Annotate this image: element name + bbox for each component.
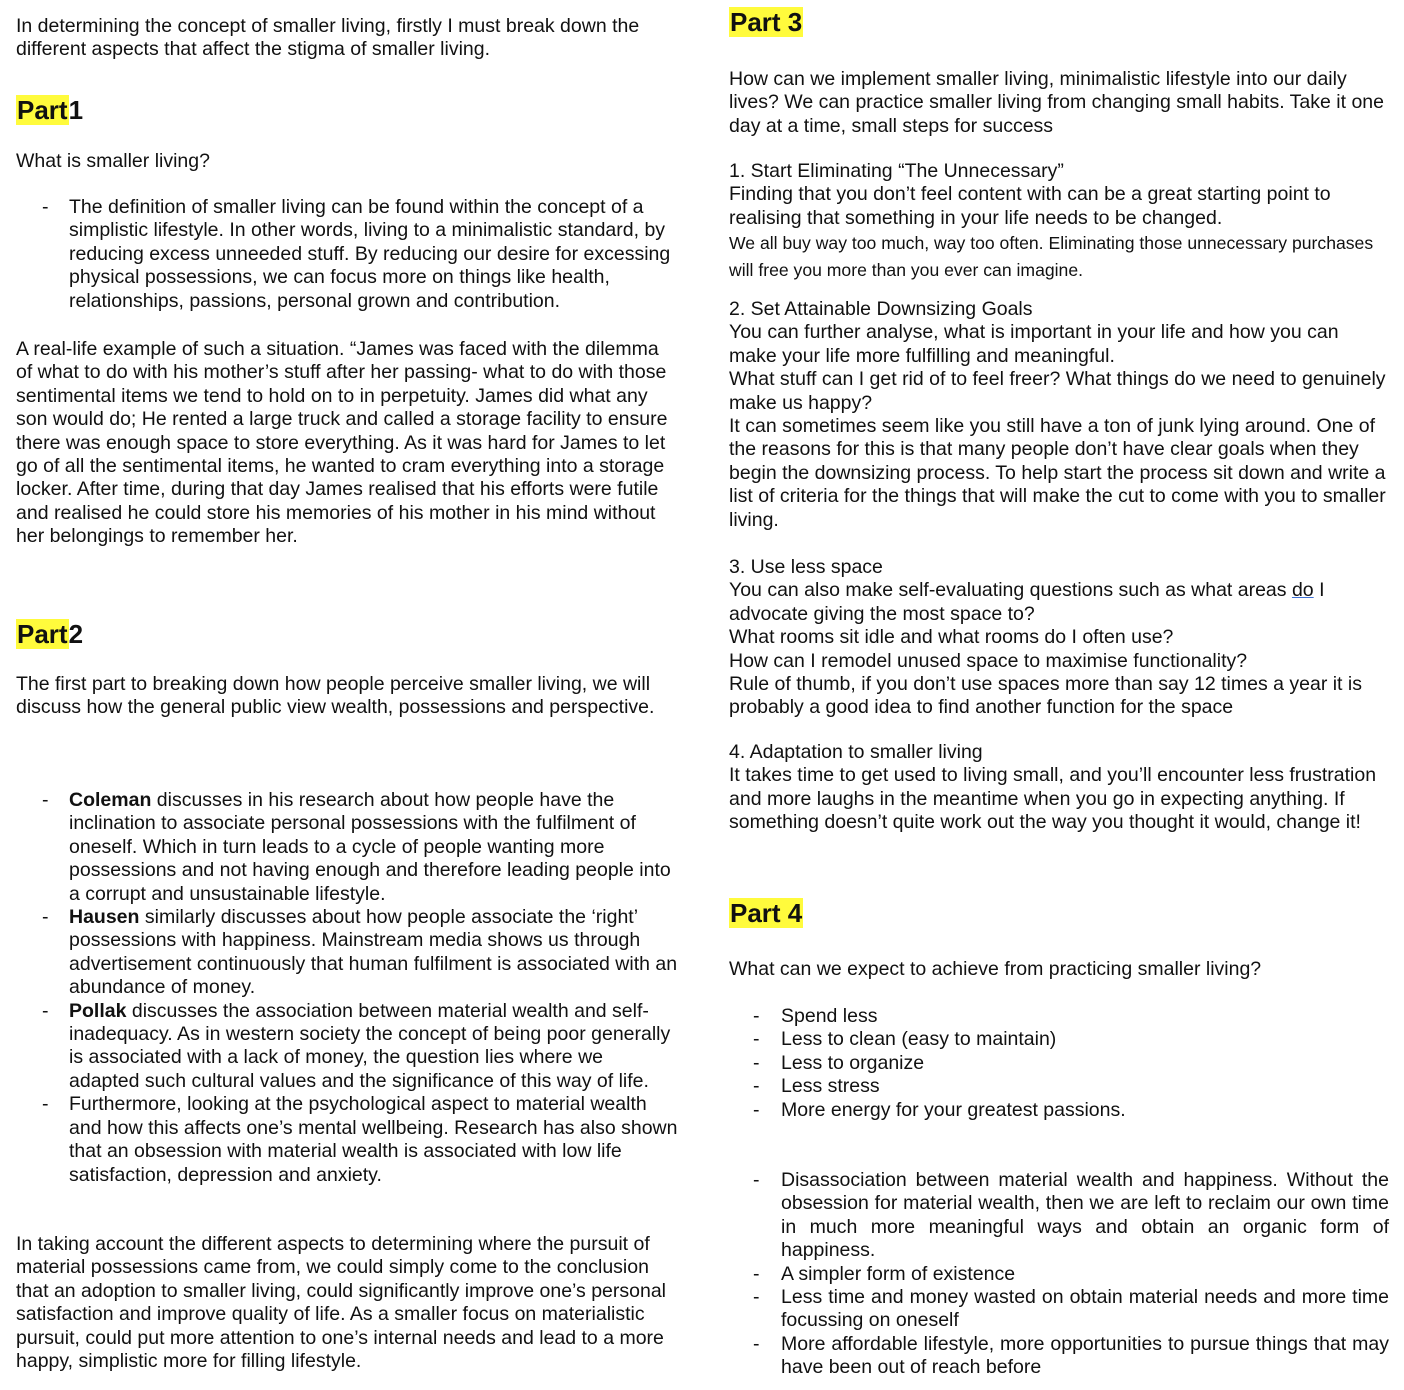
list-item: - Spend less: [729, 1005, 1389, 1028]
list-item: - Less time and money wasted on obtain material needs and more time focussing on oneself: [729, 1286, 1389, 1333]
author-name: Hausen: [69, 906, 140, 929]
step-3-title: 3. Use less space: [729, 556, 883, 578]
step-1-title: 1. Start Eliminating “The Unnecessary”: [729, 160, 1064, 182]
list-item: - The definition of smaller living can be found within the concept of a simplistic lifestyle. In other words, living to a minimalistic standard, by reducing excess unneeded stuff. By reducing our desire for excessing physical possessions, we can focus more on things like health, relationships, passions, personal grown and contribution.: [16, 196, 678, 313]
step-2-title: 2. Set Attainable Downsizing Goals: [729, 298, 1033, 320]
step-2: [729, 298, 1389, 532]
part4-heading-highlight: Part 4: [730, 898, 803, 928]
part1-heading-highlight: Part: [17, 95, 68, 125]
step-4: [729, 741, 1389, 835]
part2-heading: [16, 619, 83, 649]
part1-question: What is smaller living?: [16, 150, 210, 172]
list-item: [16, 906, 678, 1000]
step-3: [729, 556, 1389, 720]
part3-heading: [729, 7, 803, 37]
step-3-text-3: How can I remodel unused space to maximise functionality?: [729, 649, 1248, 672]
step-4-title: 4. Adaptation to smaller living: [729, 741, 983, 763]
part4-outcomes-list: [729, 1169, 1389, 1380]
step-3-text-1: [729, 579, 1389, 626]
list-item: - Disassociation between material wealth and happiness. Without the obsession for material wealth, then we are left to reclaim our own time in much more meaningful ways and obtain an organic form of happiness.: [729, 1169, 1389, 1263]
step-3-text-1a: You can also make self-evaluating questions such as what areas: [729, 579, 1292, 602]
part1-heading-number: 1: [68, 95, 84, 125]
step-1: [729, 160, 1389, 284]
step-3-text-2: What rooms sit idle and what rooms do I often use?: [729, 626, 1174, 649]
list-item: [16, 1093, 678, 1187]
step-1-note: We all buy way too much, way too often. Eliminating those unnecessary purchases will free you more than you ever can imagine.: [729, 233, 1374, 281]
step-2-text-1: You can further analyse, what is important in your life and how you can make your life more fulfilling and meaningful.: [729, 321, 1339, 367]
step-2-text-3: It can sometimes seem like you still have a ton of junk lying around. One of the reasons for this is that many people don’t have clear goals when they begin the downsizing process. To help start the process sit down and write a list of criteria for the things that will make the cut to come with you to smaller living.: [729, 415, 1386, 531]
underlined-word: do: [1291, 579, 1314, 602]
bullet-text: Furthermore, looking at the psychological aspect to material wealth and how this affects one’s mental wellbeing. Research has also shown that an obsession with material wealth is associated with low life satisfaction, depression and anxiety.: [69, 1093, 678, 1186]
list-item: - A simpler form of existence: [729, 1263, 1389, 1286]
part3-intro: How can we implement smaller living, minimalistic lifestyle into our daily lives? We can practice smaller living from changing small habits. Take it one day at a time, small steps for success: [729, 68, 1384, 137]
part2-intro: The first part to breaking down how people perceive smaller living, we will discuss how the general public view wealth, possessions and perspective.: [16, 673, 655, 719]
step-4-text: It takes time to get used to living small, and you’ll encounter less frustration and more laughs in the meantime when you go in expecting anything. If something doesn’t quite work out the way you thought it would, change it!: [729, 764, 1377, 834]
part1-bullet-list: [16, 196, 678, 313]
part4-heading: [729, 898, 803, 928]
step-3-text-4: Rule of thumb, if you don’t use spaces more than say 12 times a year it is probably a good idea to find another function for the space: [729, 673, 1362, 719]
part3-heading-highlight: Part 3: [730, 7, 803, 37]
list-item: - More affordable lifestyle, more opportunities to pursue things that may have been out of reach before: [729, 1333, 1389, 1380]
bullet-text: similarly discusses about how people associate the ‘right’ possessions with happiness. Mainstream media shows us through advertisement continuously that human fulfilment is associated with an abundance of money.: [69, 906, 678, 999]
part4-question: What can we expect to achieve from practicing smaller living?: [729, 958, 1262, 980]
step-3-text-1b: I advocate giving the most space to?: [729, 579, 1325, 625]
list-item: - Less to organize: [729, 1052, 1389, 1075]
step-1-text: Finding that you don’t feel content with can be a great starting point to realising that something in your life needs to be changed.: [729, 183, 1331, 229]
list-item: [16, 1000, 678, 1094]
part2-heading-highlight: Part: [17, 619, 68, 649]
bullet-text: discusses the association between material wealth and self-inadequacy. As in western society the concept of being poor generally is associated with a lack of money, the question lies where we adapted such cultural values and the significance of this way of life.: [69, 999, 671, 1092]
intro-paragraph: In determining the concept of smaller living, firstly I must break down the different aspects that affect the stigma of smaller living.: [16, 15, 640, 61]
list-item: - Less to clean (easy to maintain): [729, 1028, 1389, 1051]
list-item: - More energy for your greatest passions.: [729, 1099, 1389, 1122]
bullet-text: discusses in his research about how people have the inclination to associate personal possessions with the fulfilment of oneself. Which in turn leads to a cycle of people wanting more possessions and not having enough and therefore leading people into a corrupt and unsustainable lifestyle.: [69, 789, 671, 905]
part2-conclusion: In taking account the different aspects to determining where the pursuit of material possessions came from, we could simply come to the conclusion that an adoption to smaller living, could significantly improve one’s personal satisfaction and improve quality of life. As a smaller focus on materialistic pursuit, could put more attention to one’s internal needs and lead to a more happy, simplistic more for filling lifestyle.: [16, 1233, 667, 1373]
list-item: [16, 789, 678, 906]
author-name: Pollak: [69, 999, 127, 1022]
author-name: Coleman: [69, 789, 152, 811]
list-item: - Less stress: [729, 1075, 1389, 1098]
part1-heading: [16, 95, 83, 125]
step-2-text-2: What stuff can I get rid of to feel freer? What things do we need to genuinely make us happy?: [729, 368, 1386, 414]
part2-heading-number: 2: [68, 619, 84, 649]
part1-example-paragraph: A real-life example of such a situation. “James was faced with the dilemma of what to do with his mother’s stuff after her passing- what to do with those sentimental items we tend to hold on to in perpetuity. James did what any son would do; He rented a large truck and called a storage facility to ensure there was enough space to store everything. As it was hard for James to let go of all the sentimental items, he wanted to cram everything into a storage locker. After time, during that day James realised that his efforts were futile and realised he could store his memories of his mother in his mind without her belongings to remember her.: [16, 338, 668, 548]
part4-benefits-list: [729, 1005, 1389, 1122]
part2-bullet-list: [16, 789, 678, 1187]
